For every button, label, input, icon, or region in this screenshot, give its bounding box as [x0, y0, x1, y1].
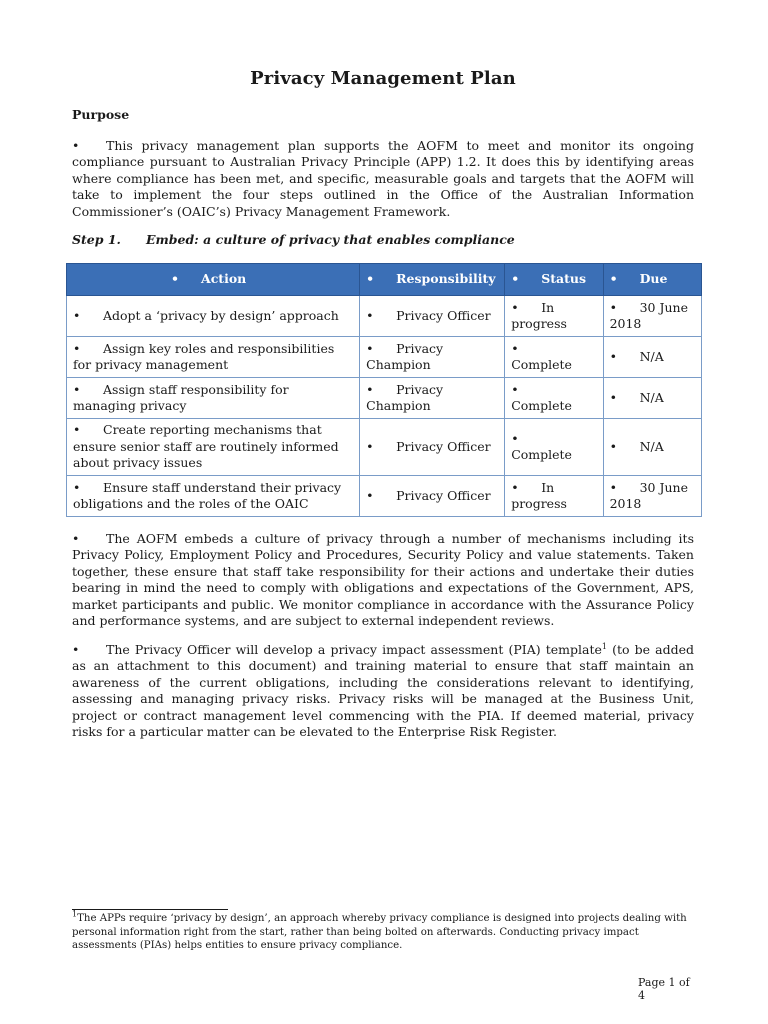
purpose-heading: Purpose	[72, 107, 130, 122]
pia-text-b: (to be added as an attachment to this document) and training material to ensure that staff maintain an awareness of the current obligations, including the considerations relevant to identifying, assessing and managing privacy risks. Privacy risks will be managed at the Business Unit, project or contract management level commencing with the PIA. If deemed material, privacy risks for a particular matter can be elevated to the Enterprise Risk Register.	[72, 642, 694, 740]
bullet: •	[72, 642, 80, 657]
cell-responsibility: • Privacy Officer	[360, 419, 505, 476]
bullet: •	[72, 531, 80, 546]
cell-status: •Complete	[505, 419, 603, 476]
footnote-number: 1	[72, 909, 78, 919]
cell-responsibility: • Privacy Champion	[360, 337, 505, 378]
cell-status: •Complete	[505, 337, 603, 378]
step-number: Step 1.	[72, 232, 121, 247]
cell-responsibility: • Privacy Officer	[360, 476, 505, 517]
table-row	[67, 378, 702, 419]
footnote	[72, 909, 694, 953]
header-action: • Action	[67, 264, 360, 296]
table-row	[67, 476, 702, 517]
page-title: Privacy Management Plan	[250, 68, 516, 89]
cell-status: • In progress	[505, 476, 603, 517]
purpose-paragraph	[72, 138, 694, 220]
cell-action: • Ensure staff understand their privacy obligations and the roles of the OAIC	[67, 476, 360, 517]
table-header-row	[67, 264, 702, 296]
cell-action: • Adopt a ‘privacy by design’ approach	[67, 296, 360, 337]
cell-due: • 30 June 2018	[603, 296, 701, 337]
cell-due: • 30 June 2018	[603, 476, 701, 517]
footnote-reference[interactable]: 1	[601, 641, 607, 651]
cell-action: • Assign staff responsibility for managing privacy	[67, 378, 360, 419]
purpose-text: This privacy management plan supports the AOFM to meet and monitor its ongoing compliance pursuant to Australian Privacy Principle (APP) 1.2. It does this by identifying areas where compliance has been met, and specific, measurable goals and targets that the AOFM will take to implement the four steps outlined in the Office of the Australian Information Commissioner’s (OAIC’s) Privacy Management Framework.	[72, 138, 694, 219]
header-due: • Due	[603, 264, 701, 296]
cell-responsibility: • Privacy Officer	[360, 296, 505, 337]
cell-responsibility: • Privacy Champion	[360, 378, 505, 419]
culture-paragraph	[72, 531, 694, 629]
table-row	[67, 419, 702, 476]
pia-paragraph	[72, 642, 694, 740]
cell-action: • Assign key roles and responsibilities for privacy management	[67, 337, 360, 378]
step-title: Embed: a culture of privacy that enables compliance	[146, 232, 515, 247]
page-number: Page 1 of 4	[638, 976, 690, 1002]
header-responsibility: • Responsibility	[360, 264, 505, 296]
header-status: • Status	[505, 264, 603, 296]
footnote-divider	[72, 909, 228, 910]
bullet: •	[72, 138, 80, 153]
cell-status: • In progress	[505, 296, 603, 337]
action-table	[66, 263, 702, 517]
step-heading	[72, 232, 515, 247]
table-row	[67, 337, 702, 378]
cell-due: • N/A	[603, 378, 701, 419]
pia-text-a: The Privacy Officer will develop a privacy impact assessment (PIA) template	[106, 642, 602, 657]
footnote-text: The APPs require ‘privacy by design’, an approach whereby privacy compliance is designed into projects dealing with personal information right from the start, rather than being bolted on afterwards. Conducting privacy impact assessments (PIAs) helps entities to ensure privacy compliance.	[72, 913, 687, 952]
cell-status: •Complete	[505, 378, 603, 419]
cell-action: • Create reporting mechanisms that ensure senior staff are routinely informed about privacy issues	[67, 419, 360, 476]
cell-due: • N/A	[603, 419, 701, 476]
culture-text: The AOFM embeds a culture of privacy through a number of mechanisms including its Privacy Policy, Employment Policy and Procedures, Security Policy and value statements. Taken together, these ensure that staff take responsibility for their actions and undertake their duties bearing in mind the need to comply with obligations and expectations of the Government, APS, market participants and public. We monitor compliance in accordance with the Assurance Policy and performance systems, and are subject to external independent reviews.	[72, 531, 694, 629]
cell-due: • N/A	[603, 337, 701, 378]
table-row	[67, 296, 702, 337]
